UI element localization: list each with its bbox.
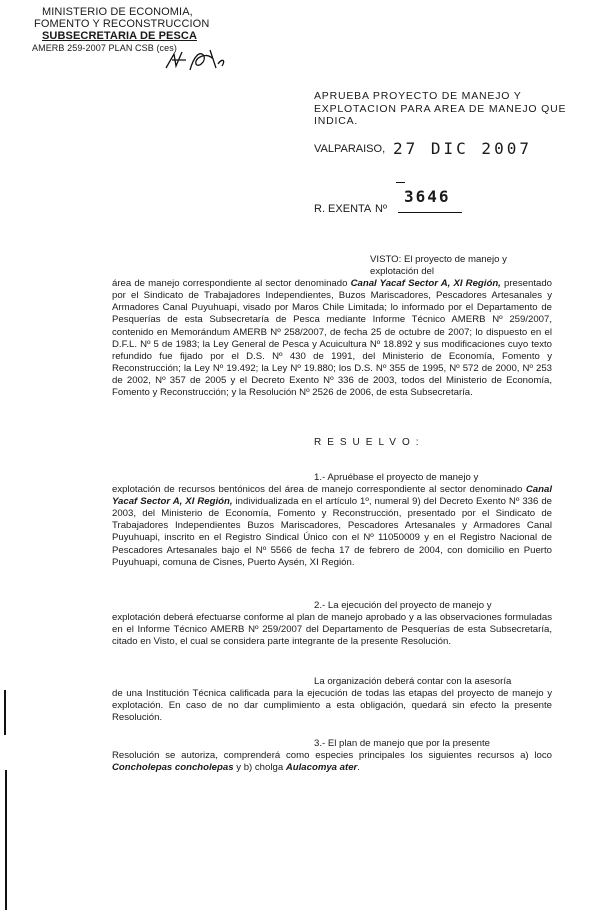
ministry-line2: FOMENTO Y RECONSTRUCCION [34,18,210,30]
scan-margin-mark [4,690,6,735]
initials-signature [160,46,230,76]
exenta-label: R. EXENTA [314,203,372,215]
article-2-first-line: 2.- La ejecución del proyecto de manejo y [314,600,492,611]
subject-line3: INDICA. [314,115,359,127]
article-2-body: explotación deberá efectuarse conforme al plan de manejo aprobado y a las observaciones formuladas en el Informe Técnico AMERB Nº 259/2007 del Departamento de Pesquerías de esta Subsecretaría, citado en Visto, el cual se considera parte integrante de la presente Resolución. [112,612,552,648]
resolution-subject [314,90,574,128]
species-loco: Concholepas concholepas [112,762,234,774]
exenta-no-label: Nº [375,203,387,215]
article-3-body [112,750,552,774]
reference-code: AMERB 259-2007 PLAN CSB (ces) [32,43,177,53]
visto-text-1: área de manejo correspondiente al sector denominado [112,278,351,290]
number-underline [398,212,462,213]
article-1-area-name: Canal Yacaf Sector A, XI Región, [112,484,552,508]
article-3-text-1: Resolución se autoriza, comprenderá como especies principales los siguientes recursos a) loco [112,750,552,762]
species-cholga: Aulacomya ater [285,762,358,774]
organizacion-first-line: La organización deberá contar con la asesoría [314,676,512,687]
visto-first-line: El proyecto de manejo y explotación del [370,254,507,278]
organizacion-paragraph [112,676,552,724]
article-1-body [112,484,552,569]
exenta-mark [396,182,405,183]
article-1 [112,472,552,569]
visto-body [112,278,552,399]
scan-margin-mark [5,770,7,910]
resuelvo-heading: RESUELVO: [314,437,425,448]
article-3-text-2: y b) cholga [233,762,286,774]
visto-area-name: Canal Yacaf Sector A, XI Región, [350,278,501,290]
subsecretaria-line: SUBSECRETARIA DE PESCA [42,30,197,42]
organizacion-body: de una Institución Técnica calificada para la ejecución de todas las etapas del proyecto de manejo y explotación. En caso de no dar cumplimiento a esta obligación, quedará sin efecto la presente Resolución. [112,688,552,724]
subject-line2: EXPLOTACION PARA AREA DE MANEJO QUE [314,102,567,115]
article-3-first-line: 3.- El plan de manejo que por la presente [314,738,490,749]
article-3 [112,738,552,774]
subject-line1: APRUEBA PROYECTO DE MANEJO Y [314,90,522,102]
article-2 [112,600,552,648]
article-1-text-2: individualizada en el artículo 1º, numeral 9) del Decreto Exento Nº 336 de 2003, del Ministerio de Economía, Fomento y Reconstrucción, presentado por el Sindicato de Trabajadores Independientes Buzos Mariscadores, Pescadores Artesanales y Armadores Canal Puyuhuapi, inscrito en el Registro Sindical Único con el Nº 11050009 y en el Registro Nacional de Pescadores Artesanales bajo el Nº 5566 de fecha 17 de febrero de 2004, con domicilio en Puerto Puyuhuapi, comuna de Cisnes, Puerto Aysén, XI Región. [112,496,552,568]
visto-paragraph [112,254,552,399]
place-label: VALPARAISO, [314,143,386,155]
visto-text-2: presentado por el Sindicato de Trabajadores Independientes, Buzos Mariscadores, Pescadores Artesanales y Armadores Canal Puyuhuapi, visado por Maros Chile Limitada; lo informado por el Departamento de Pesquerías de esta Subsecretaría de Pesca mediante Informe Técnico AMERB Nº 259/2007, contenido en Memorándum AMERB Nº 258/2007, de fecha 25 de octubre de 2007; lo dispuesto en el D.F.L. Nº 5 de 1983; la Ley General de Pesca y Acuicultura Nº 18.892 y sus modificaciones cuyo texto refundido fue fijado por el D.S. Nº 430 de 1991, del Ministerio de Economía, Fomento y Reconstrucción; la Ley Nº 19.492; la Ley Nº 19.880; los D.S. Nº 355 de 1995, Nº 572 de 2000, Nº 253 de 2002, Nº 357 de 2005 y el Decreto Exento Nº 336 de 2003, todos del Ministerio de Economía, Fomento y Reconstrucción; y la Resolución Nº 2526 de 2006, de esta Subsecretaría. [112,278,553,399]
visto-label: VISTO: [370,254,402,265]
article-1-text-1: explotación de recursos bentónicos del área de manejo correspondiente al sector denominado [112,484,526,496]
date-stamp: 27 DIC 2007 [393,139,532,158]
article-1-first-line: 1.- Apruébase el proyecto de manejo y [314,472,479,483]
article-3-text-3: . [357,762,360,774]
ministry-line1: MINISTERIO DE ECONOMIA, [42,6,193,18]
resolution-number: 3646 [404,187,451,206]
